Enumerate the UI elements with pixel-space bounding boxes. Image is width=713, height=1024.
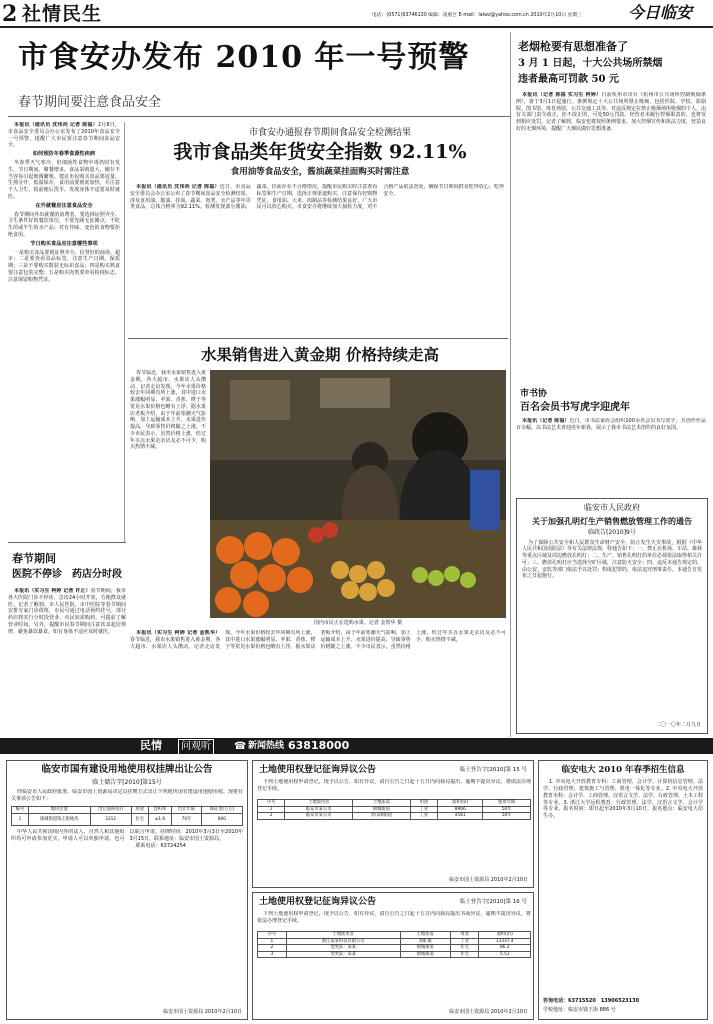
college-address: 学校地址：临安市钱王街 886 号 xyxy=(543,1007,616,1014)
land-sale-notice xyxy=(6,760,248,1020)
table-row xyxy=(258,806,531,813)
registration-2-intro: 下列土地使用权申请登记，现予以公告。如有异议，请自公告之日起十五日内向我局提出书面异议，逾期不提出异议，将依法办理登记手续。 xyxy=(257,911,531,924)
lead-byline: 本报讯（通讯员 沈伟尚 记者 陈福） xyxy=(14,122,98,128)
registration-1-title: 土地使用权登记征询异议公告 xyxy=(259,765,377,775)
table-cell: ≤1.6 xyxy=(148,813,171,825)
lead-column xyxy=(8,122,120,540)
table-cell: 锦城街道钱王街地块 xyxy=(29,813,90,825)
table-cell: 1 xyxy=(258,806,285,813)
table-cell: 住宅 xyxy=(131,813,148,825)
table-row xyxy=(258,938,531,945)
pharmacy-headline-2: 医院不停诊 药店分时段 xyxy=(12,569,122,580)
column-header: 土地座落 xyxy=(353,800,411,807)
hotline-band xyxy=(0,738,713,754)
smoking-text: 日前杭州市出台《杭州市公共场所控制吸烟条例》，将于3月1日起施行。条例规定十大公共场所禁止吸烟，包括医院、学校、影剧院、图书馆、体育场馆、公共交通工具等。对违反规定在禁止吸烟场所吸烟的个人，由有关部门责令改正，拒不改正的，可处50元罚款。经营者未履行控烟职责的，也将受到相应处罚。记者了解到，临安也将按照条例要求，加大控烟宣传和执法力度，营造良好的无烟环境，提醒广大烟民做好思想准备。 xyxy=(516,92,706,132)
column-header: 序号 xyxy=(258,800,285,807)
table-cell: 8966 xyxy=(438,806,483,813)
page-header xyxy=(0,0,713,28)
table-cell: 锦城街道 xyxy=(353,806,411,813)
college-notice xyxy=(538,760,708,1020)
book-headline: 百名会员书写虎字迎虎年 xyxy=(520,402,630,413)
table-header-row xyxy=(258,932,531,939)
pharmacy-text: 春节期间，我市各大医院门诊不停诊，急诊24小时开放，方便群众就医。记者了解到，市人民医院、市中医院等春节期间安排专家门诊值班，市民可通过电话预约挂号。部分药店将实行分时段营业，市民如需购药，可提前了解营业时间。另外，提醒市民春节期间注意饮食起居规律，避免暴饮暴食，如有身体不适应及时就医。 xyxy=(8,588,126,635)
lead-heading-3: 节日购买食品应注意哪些事项 xyxy=(30,240,98,247)
table-row xyxy=(12,813,243,825)
book-body xyxy=(516,418,706,490)
gov-notice-body xyxy=(517,537,707,723)
fruit-photo-caption: 国内市民正在选购水果。记者 金凯华 摄 xyxy=(313,620,403,626)
smoking-headline-3: 违者最高可罚款 50 元 xyxy=(518,74,619,85)
table-cell: 浙江某某科技有限公司 xyxy=(286,938,400,945)
land-sale-number: 临土储告字[2010]第15号 xyxy=(92,778,162,786)
registration-1-intro: 下列土地使用权申请登记，现予以公告。如有异议，请自公告之日起十五日内向我局提出，逾期不提出异议，将依法办理登记手续。 xyxy=(257,779,531,792)
column-header: 面积(㎡) xyxy=(438,800,483,807)
smoking-byline: 本报讯（记者 陈福 实习生 柯婷） xyxy=(522,92,602,98)
lead-text-1: 冬春季天气寒冷，但细菌性食物中毒仍时有发生。节日期间，聚餐增多，食品采购量大，储存不当容易引起细菌繁殖。建议市民购买食品要适量，生熟分开，低温保存，食用前要彻底加热，并注意个人卫生，饭前便后洗手。发现身体不适要及时就医。 xyxy=(8,160,120,200)
table-cell: 变更前：某某 xyxy=(286,945,400,952)
gov-notice-number: 临政告[2010]9号 xyxy=(588,528,636,536)
index-text: 近日，市食品安全委员会办公室公布了春节期间食品安全检测结果，涉及食用油、酱油、挂面、蔬菜、肉类、水产品等年货类食品，总体合格率为92.11%。检测发现部分酱油、蔬菜、挂面存在不合格情况，提醒市民购买时注意查看标签和生产日期，选择正规渠道购买，注意保存好购物凭证。食用油、大米、肉制品等检测结果良好，广大市民可以放心购买。市食安办将继续加大抽检力度，对不合格产品依法查处，确保节日期间群众吃得放心、吃得安全。 xyxy=(130,184,504,211)
table-cell: 工业 xyxy=(410,813,437,820)
table-cell: 临安市某公司 xyxy=(285,806,353,813)
table-cell: 工业 xyxy=(410,806,437,813)
table-cell: 2 xyxy=(258,813,285,820)
column-header: 用途 xyxy=(131,807,148,814)
book-kicker: 市书协 xyxy=(520,389,548,399)
land-sale-title: 临安市国有建设用地使用权挂牌出让公告 xyxy=(41,764,213,775)
land-sale-contact: 联系电话：63724254 xyxy=(135,843,186,850)
fruit-text: 春节临近，我市水果销售进入黄金期，各大超市、水果店人头攒动。记者走访发现，今年水果价格较去年同期有所上涨，其中进口水果涨幅明显。苹果、香蕉、橙子等常见水果价格也略有上浮。据水果店老板介绍，由于年前寒潮天气影响，加上运输成本上升，水果进价提高，导致零售价格随之上涨。不少市民表示，虽然价格上涨，但过年买点水果走亲访友必不可少，购买热情不减。 xyxy=(130,630,506,650)
lead-heading-1: 如何预防冬春季食源性疾病 xyxy=(32,151,96,157)
college-contact: 咨询电话：63715520 13906523130 xyxy=(543,998,640,1005)
column-header: 土地座落 xyxy=(400,932,450,939)
registration-2-table xyxy=(257,931,531,958)
registration-1-number: 临土登告字[2010]第 15 号 xyxy=(459,767,527,773)
gov-notice-date: 二〇一〇年二月九日 xyxy=(655,722,701,729)
land-sale-intro: 经临安市人民政府批准，临安市国土资源局决定以挂牌方式出让下列地块国有建设用地使用权。现将有关事项公告如下： xyxy=(11,788,243,802)
band-label: 民情 xyxy=(140,739,162,752)
gov-notice-text: 为了保障公共安全和人民群众生命财产安全，防止发生火灾事故，根据《中华人民共和国消防法》等有关法律法规，特通告如下：一、禁止在机场、车站、森林等重点区域及周边燃放孔明灯；二、生产、销售孔明灯的单位必须依法取得相关许可；三、燃放孔明灯应当选择空旷区域，注意防火安全；四、违反本通告规定的，由公安、安监等部门依法予以处罚；构成犯罪的，依法追究刑事责任。本通告自发布之日起施行。 xyxy=(522,539,703,580)
land-sale-table xyxy=(11,806,243,826)
book-byline: 本报讯（记者 陈福） xyxy=(522,418,570,424)
table-cell: 4581 xyxy=(438,813,483,820)
lead-text-2: 春节期间外出就餐的消费者，要选择证照齐全、卫生条件好的餐饮单位，不要光顾无证摊点；不吃生的或半生的水产品；对有异味、变色的食物要拒绝食用。 xyxy=(8,211,120,238)
fruit-photo xyxy=(210,370,506,618)
gov-notice-kicker: 临安市人民政府 xyxy=(584,503,640,512)
index-subtitle: 食用油等食品安全，酱油蔬菜挂面购买时需注意 xyxy=(230,167,410,177)
table-cell: 青山湖街道 xyxy=(353,813,411,820)
registration-1-footer: 临安市国土资源局 2010年2月10日 xyxy=(449,877,528,884)
book-text: 近日，市书法家协会组织100余名会员书写虎字，共创作作品百余幅，以书法艺术喜迎虎年新春，展示了我市书法艺术创作的良好氛围。 xyxy=(516,418,706,431)
masthead-logo: 今日临安 xyxy=(628,3,693,22)
table-cell: 2 xyxy=(258,945,287,952)
lead-text-3: 一是购买食品要到证照齐全、信誉好的商场、超市；二是要查看食品标签，注意生产日期、保质期；三是不要购买散装无标识食品；四是购买熟食要注意包装完整；五是购买肉类要查看检疫标志，注意保留购物凭证。 xyxy=(8,249,120,283)
column-header: 地块位置 xyxy=(29,807,90,814)
registration-2-footer: 临安市国土资源局 2010年2月10日 xyxy=(449,1009,528,1016)
table-cell: 住宅 xyxy=(450,945,479,952)
fruit-byline: 本报讯（实习生 柯婷 记者 金凯华） xyxy=(136,630,221,636)
smoking-headline-1: 老烟枪要有思想准备了 xyxy=(518,40,628,53)
band-label-2: 问观听 xyxy=(178,739,214,755)
column-header: 用途 xyxy=(410,800,437,807)
table-cell: 锦城街道 xyxy=(400,945,450,952)
table-cell: 3312 xyxy=(90,813,131,825)
fruit-body xyxy=(130,630,506,735)
header-info: 电话：(0571)63746130 编辑：凌惠岂 E-mail：lalwz@yahoo.com.cn 2010年2月10日 星期三 xyxy=(372,13,583,18)
table-header-row xyxy=(258,800,531,807)
column-header: 使用年限 xyxy=(483,800,531,807)
table-cell: 临安市某公司 xyxy=(285,813,353,820)
index-body xyxy=(130,184,504,334)
index-kicker: 市食安办通报春节期间食品安全检测结果 xyxy=(248,128,411,138)
gov-notice-box xyxy=(516,498,708,734)
column-header: 出让面积(㎡) xyxy=(90,807,131,814)
table-cell: 1 xyxy=(258,938,287,945)
pharmacy-byline: 本报讯（实习生 柯婷 记者 许正） xyxy=(14,588,91,594)
hotline-label: 新闻热线 xyxy=(248,741,285,751)
column-header: 用途 xyxy=(450,932,479,939)
table-cell: 工业 xyxy=(450,938,479,945)
lead-intro: 2月8日，市食品安全委员会办公室发布了2010年食品安全一号预警，提醒广大市民要注意春节期间食品安全。 xyxy=(8,122,120,149)
table-cell: 86.2 xyxy=(479,945,531,952)
pharmacy-headline-1: 春节期间 xyxy=(12,552,56,565)
fruit-left-placeholder-text: 春节临近，我市水果销售进入黄金期，各大超市、水果店人头攒动。记者走访发现，今年水果价格较去年同期有所上涨，其中进口水果涨幅明显。苹果、香蕉、橙子等常见水果价格也略有上浮。据水果店老板介绍，由于年前寒潮天气影响，加上运输成本上升，水果进价提高，导致零售价格随之上涨。不少市民表示，虽然价格上涨，但过年买点水果走亲访友必不可少，购买热情不减。 xyxy=(130,370,206,451)
table-cell: 50年 xyxy=(483,813,531,820)
table-row xyxy=(258,813,531,820)
table-cell: 变更前：某某 xyxy=(286,951,400,958)
table-cell: 5.51 xyxy=(479,951,531,958)
registration-2-number: 临土登告字[2010]第 16 号 xyxy=(459,899,527,905)
land-sale-footer: 临安市国土资源局 2010年2月10日 xyxy=(163,1009,242,1016)
table-row xyxy=(258,945,531,952)
registration-notice-1 xyxy=(252,760,534,888)
index-byline: 本报讯（通讯员 沈伟尚 记者 陈福） xyxy=(136,184,220,190)
phone-icon: ☎ xyxy=(234,741,247,752)
registration-2-title: 土地使用权登记征询异议公告 xyxy=(259,897,377,907)
registration-notice-2 xyxy=(252,892,534,1020)
column-header: 土地使用者 xyxy=(286,932,400,939)
column-header: 编号 xyxy=(12,807,29,814)
smoking-body xyxy=(516,92,706,382)
pharmacy-body xyxy=(8,588,126,736)
table-header-row xyxy=(12,807,243,814)
table-cell: 13337.4 xyxy=(479,938,531,945)
fruit-stall-image xyxy=(210,370,506,618)
column-header: 出让年限 xyxy=(172,807,202,814)
column-header: 保证金(万元) xyxy=(201,807,242,814)
lead-headline: 市食安办发布 2010 年一号预警 xyxy=(18,40,470,75)
table-cell: 1 xyxy=(12,813,29,825)
table-cell: 50年 xyxy=(483,806,531,813)
page-number: 2 xyxy=(2,1,18,27)
column-header: 土地使用者 xyxy=(285,800,353,807)
college-title: 临安电大 2010 年春季招生信息 xyxy=(561,765,685,775)
table-cell: 锦城街道 xyxy=(400,951,450,958)
smoking-headline-2: 3 月 1 日起，十大公共场所禁烟 xyxy=(518,58,663,69)
gov-notice-title: 关于加强孔明灯生产销售燃放管理工作的通告 xyxy=(532,515,692,526)
lead-heading-2: 在外就餐应注意食品安全 xyxy=(35,202,93,209)
column-header: 面积(㎡) xyxy=(479,932,531,939)
column-header: 容积率 xyxy=(148,807,171,814)
column-header: 序号 xyxy=(258,932,287,939)
table-cell: 3 xyxy=(258,951,287,958)
index-headline: 我市食品类年货安全指数 92.11% xyxy=(173,141,467,163)
college-text: 1. 中央电大开放教育专科：工商管理、会计学、计算机信息管理、法学、行政管理、建筑施工与管理、机电一体化等专业。2. 中央电大开放教育本科：会计学、工商管理、汉语言文学、法学、行政管理、土木工程等专业。3. 浙江大学远程教育：行政管理、法学、汉语言文学、会计学等专业。报名时间：即日起至2010年3月10日。报名地点：临安电大招生办。 xyxy=(543,779,704,820)
table-cell: 住宅 xyxy=(450,951,479,958)
table-cell: 800 xyxy=(201,813,242,825)
table-row xyxy=(258,951,531,958)
fruit-left-column xyxy=(130,370,206,618)
hotline-number: 63818000 xyxy=(288,739,350,752)
section-title: 社情民生 xyxy=(22,3,103,25)
fruit-headline: 水果销售进入黄金期 价格持续走高 xyxy=(201,345,439,364)
table-cell: 高虹镇 xyxy=(400,938,450,945)
land-sale-text: 中华人民共和国境内外的法人、自然人和其他组织均可申请参加竞买，申请人可以单独申请，也可以联合申请。挂牌时间：2010年3月3日至2010年3月15日。联系地址：临安市国土资源局。 xyxy=(11,828,243,842)
lead-subtitle: 春节期间要注意食品安全 xyxy=(18,95,162,110)
registration-1-table xyxy=(257,799,531,820)
table-cell: 70年 xyxy=(172,813,202,825)
